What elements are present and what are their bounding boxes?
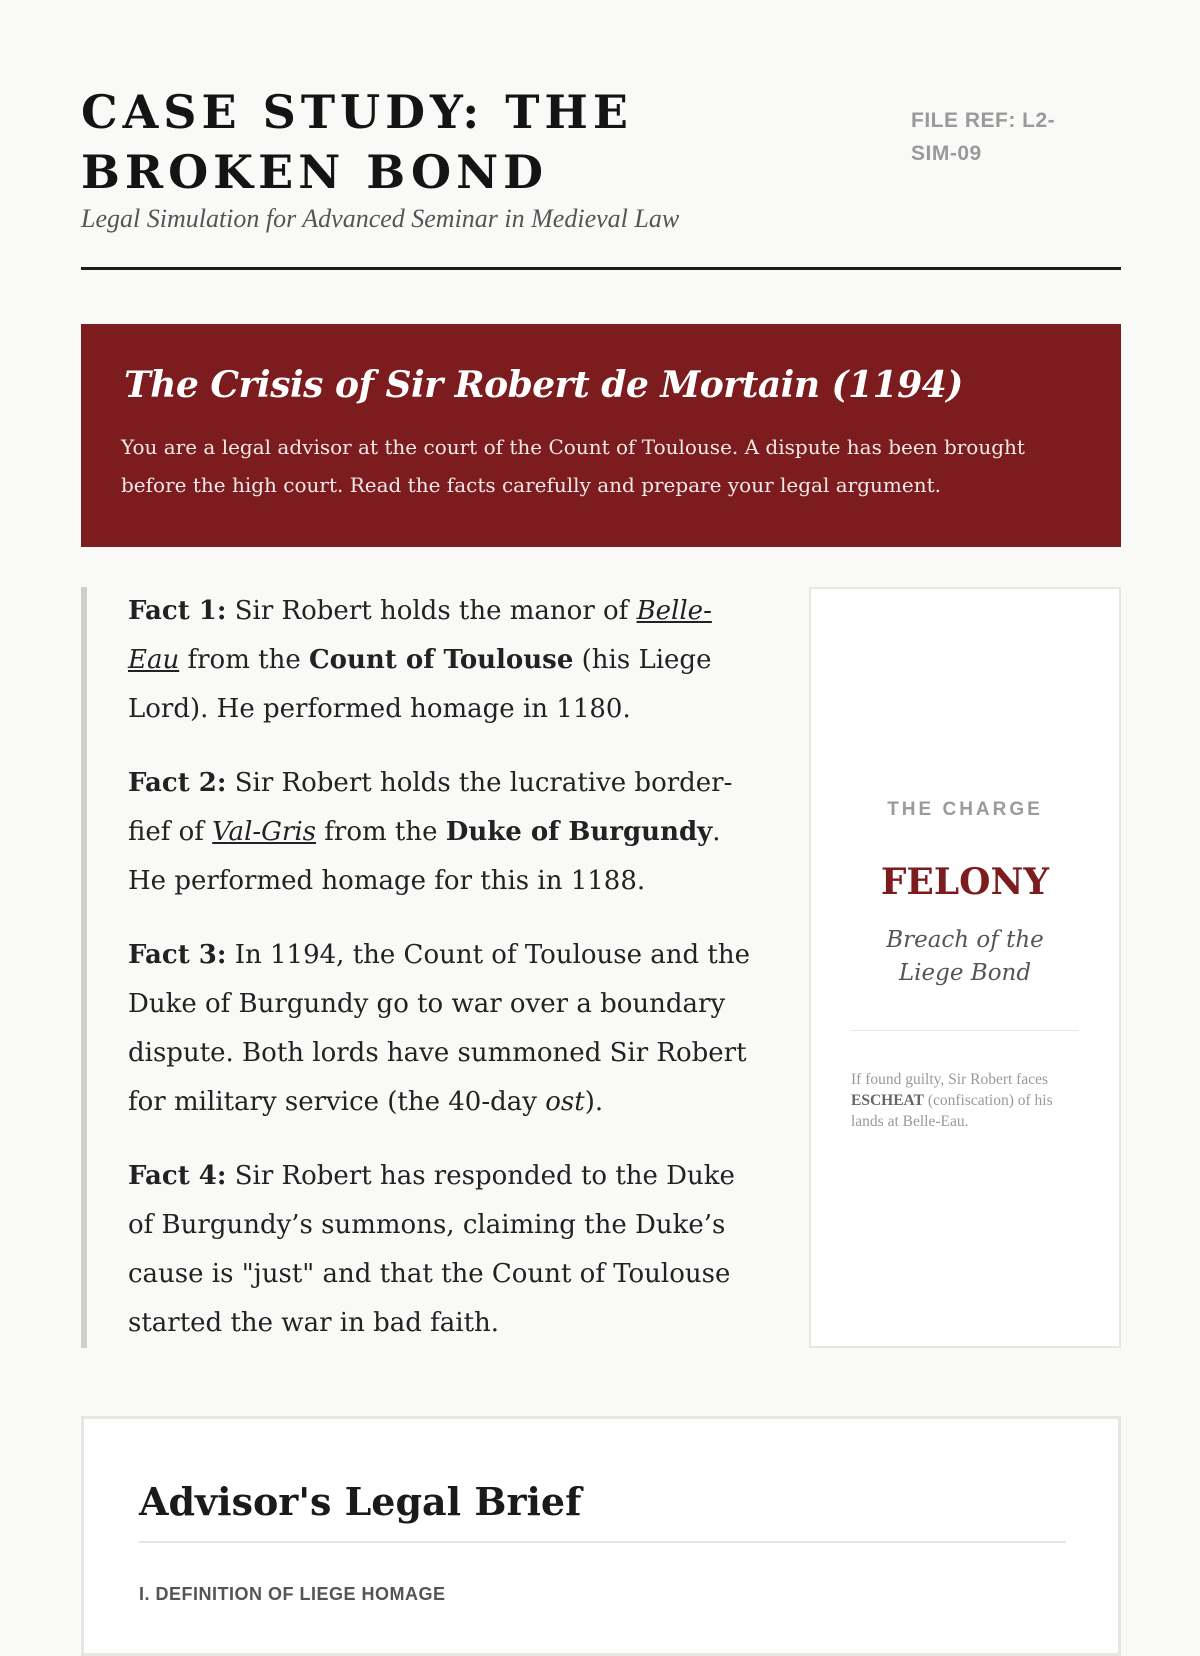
fact-text: Sir Robert holds the manor of bbox=[226, 596, 637, 626]
fact-1 bbox=[128, 587, 761, 734]
fact-label: Fact 2: bbox=[128, 768, 227, 798]
lord-name: Count of Toulouse bbox=[308, 645, 574, 675]
term: ost bbox=[545, 1087, 585, 1117]
fact-text: Sir Robert has responded to the Duke of Burgundy’s summons, claiming the Duke’s cause is "just" and that the Count of Toulouse started the war in bad faith. bbox=[128, 1161, 735, 1338]
lord-name: Duke of Burgundy bbox=[445, 817, 713, 847]
fact-text: Sir Robert holds the lucrative border-fief of bbox=[128, 768, 733, 847]
fact-text: from the bbox=[179, 645, 309, 675]
scenario-intro: You are a legal advisor at the court of the Count of Toulouse. A dispute has been brought before the high court. Read the facts carefully and prepare your legal argument. bbox=[121, 435, 1025, 497]
charge-note bbox=[851, 1069, 1089, 1132]
fact-text: from the bbox=[316, 817, 446, 847]
place-name: Val-Gris bbox=[212, 817, 317, 847]
page-subtitle: Legal Simulation for Advanced Seminar in Medieval Law bbox=[81, 204, 680, 233]
fact-text: In 1194, the Count of Toulouse and the Duke of Burgundy go to war over a boundary dispute. Both lords have summoned Sir Robert for military service (the 40-day bbox=[128, 940, 751, 1117]
scenario-banner bbox=[81, 324, 1121, 547]
scenario-title: The Crisis of Sir Robert de Mortain (1194) bbox=[124, 364, 963, 406]
charge-title: FELONY bbox=[880, 861, 1050, 903]
fact-3 bbox=[128, 931, 761, 1127]
charge-label: THE CHARGE bbox=[887, 799, 1043, 820]
fact-label: Fact 1: bbox=[128, 596, 227, 626]
file-reference: FILE REF: L2-SIM-09 bbox=[911, 109, 1056, 165]
fact-4 bbox=[128, 1152, 761, 1348]
charge-card bbox=[809, 587, 1121, 1348]
fact-label: Fact 4: bbox=[128, 1161, 227, 1191]
note-text: (confiscation) of his lands at Belle-Eau. bbox=[851, 1092, 1053, 1130]
note-text: If found guilty, Sir Robert faces bbox=[851, 1071, 1049, 1088]
fact-text: (his Liege Lord). He performed homage in 1180. bbox=[128, 645, 712, 724]
fact-2 bbox=[128, 759, 761, 906]
charge-divider bbox=[851, 1030, 1079, 1031]
brief-section-heading: I. DEFINITION OF LIEGE HOMAGE bbox=[139, 1584, 446, 1604]
brief-title: Advisor's Legal Brief bbox=[139, 1479, 582, 1524]
page-title: CASE STUDY: THE BROKEN BOND bbox=[81, 85, 633, 199]
fact-label: Fact 3: bbox=[128, 940, 227, 970]
place-name: Belle-Eau bbox=[128, 596, 712, 675]
fact-text: ). bbox=[584, 1087, 604, 1117]
header-divider bbox=[81, 267, 1121, 270]
note-emphasis: ESCHEAT bbox=[851, 1092, 924, 1109]
brief-divider bbox=[139, 1541, 1066, 1543]
facts-list bbox=[81, 587, 761, 1348]
fact-text: . He performed homage for this in 1188. bbox=[128, 817, 721, 896]
legal-brief bbox=[81, 1416, 1121, 1656]
charge-subtitle: Breach of the Liege Bond bbox=[886, 927, 1044, 986]
